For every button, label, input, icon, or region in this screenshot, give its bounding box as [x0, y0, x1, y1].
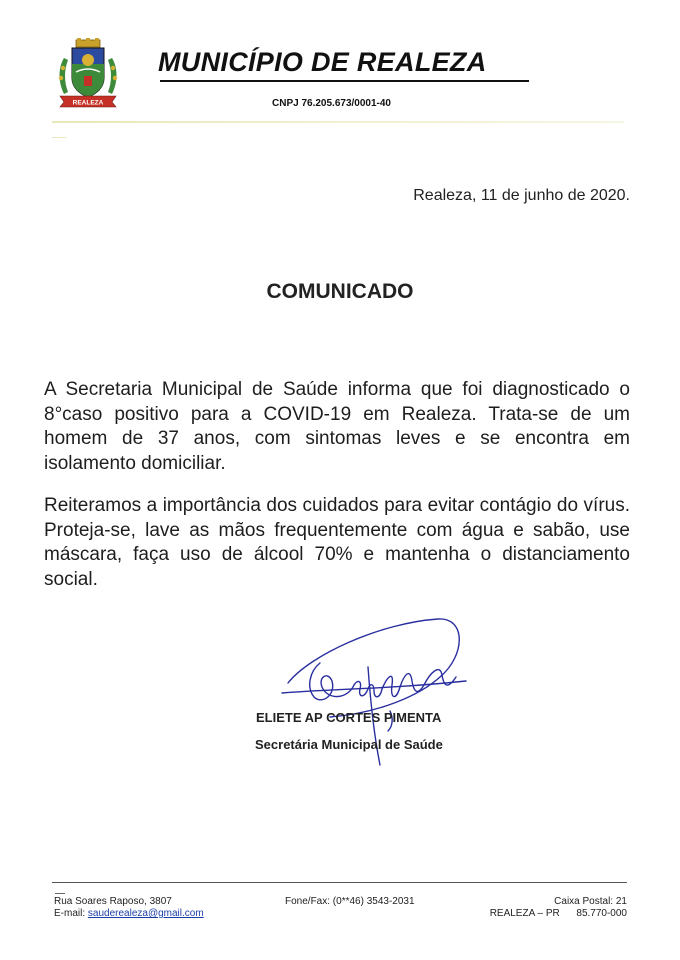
- header-divider: [52, 121, 624, 123]
- footer-email-label: E-mail:: [54, 908, 88, 919]
- paragraph-prevention-advice: Reiteramos a importância dos cuidados para evitar contágio do vírus. Proteja-se, lave as mãos frequentemente com água e sabão, use máscara, faça uso de álcool 70% e mantenha o distanciamento social.: [44, 495, 630, 590]
- municipality-title: MUNICÍPIO DE REALEZA: [158, 47, 487, 77]
- footer-email-link[interactable]: saude​realeza@gmail.com: [87, 908, 204, 919]
- title-underline: [160, 80, 529, 82]
- header-divider-tick: [52, 137, 66, 138]
- signatory-name: ELIETE AP CORTES PIMENTA: [256, 710, 442, 725]
- footer-divider: [52, 882, 627, 883]
- signatory-role: Secretária Municipal de Saúde: [255, 737, 443, 752]
- footer-address: Rua Soares Raposo, 3807: [54, 896, 172, 907]
- footer-email-line: [54, 908, 204, 919]
- footer-po-box: Caixa Postal: 21: [554, 896, 627, 907]
- date-line: Realeza, 11 de junho de 2020.: [413, 187, 630, 204]
- cnpj-number: CNPJ 76.205.673/0001-40: [272, 98, 391, 109]
- municipal-crest-logo: [50, 38, 126, 108]
- document-title: COMUNICADO: [266, 280, 414, 303]
- crest-banner-text: REALEZA: [72, 99, 104, 107]
- paragraph-case-report: A Secretaria Municipal de Saúde informa que foi diagnosticado o 8°caso positivo para a COVID-19 em Realeza. Trata-se de um homem de 37 anos, com sintomas leves e se encontra em isolamento domiciliar.: [44, 379, 630, 474]
- footer-phone: Fone/Fax: (0**46) 3543-2031: [285, 896, 415, 907]
- footer-divider-tick: [55, 893, 65, 894]
- footer-city-zip: REALEZA – PR 85.770-000: [489, 908, 627, 919]
